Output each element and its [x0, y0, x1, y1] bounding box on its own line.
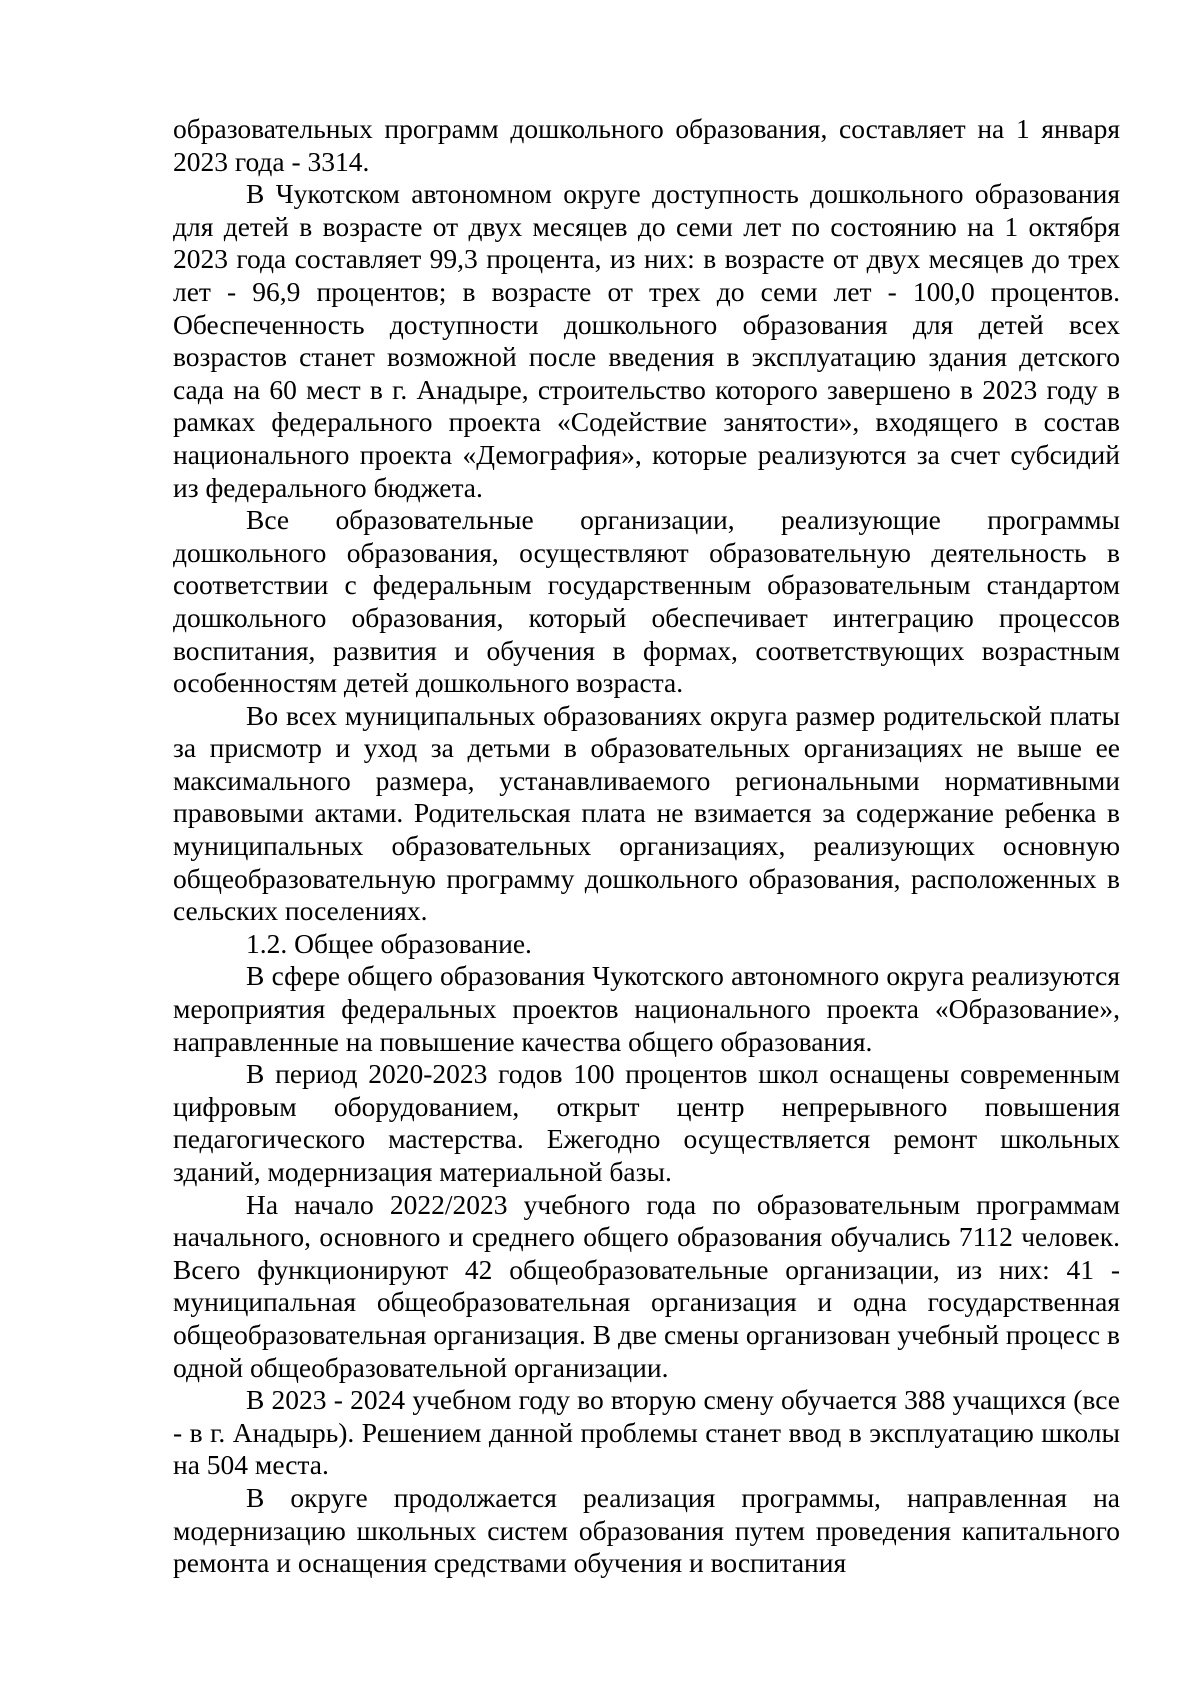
paragraph-parental-fee: Во всех муниципальных образованиях округа размер родительской платы за присмотр и уход за детьми в образовательных организациях не выше ее максимального размера, устанавливаемого региональными нормативными правовыми актами. Родительская плата не взимается за содержание ребенка в муниципальных образовательных организациях, реализующих основную общеобразовательную программу дошкольного образования, расположенных в сельских поселениях. [173, 699, 1120, 927]
paragraph-modernization: В округе продолжается реализация программы, направленная на модернизацию школьных систем образования путем проведения капитального ремонта и оснащения средствами обучения и воспитания [173, 1481, 1120, 1579]
paragraph-student-count: На начало 2022/2023 учебного года по образовательным программам начального, основного и среднего общего образования обучались 7112 человек. Всего функционируют 42 общеобразовательные организации, из них: 41 - муниципальная общеобразовательная организация и одна государственная общеобразовательная организация. В две смены организован учебный процесс в одной общеобразовательной организации. [173, 1188, 1120, 1383]
paragraph-national-project: В сфере общего образования Чукотского автономного округа реализуются мероприятия федеральных проектов национального проекта «Образование», направленные на повышение качества общего образования. [173, 960, 1120, 1057]
paragraph-preschool-availability: В Чукотском автономном округе доступность дошкольного образования для детей в возрасте от двух месяцев до семи лет по состоянию на 1 октября 2023 года составляет 99,3 процента, из них: в возрасте от двух месяцев до трех лет - 96,9 процентов; в возрасте от трех до семи лет - 100,0 процентов. Обеспеченность доступности дошкольного образования для детей всех возрастов станет возможной после введения в эксплуатацию здания детского сада на 60 мест в г. Анадыре, строительство которого завершено в 2023 году в рамках федерального проекта «Содействие занятости», входящего в состав национального проекта «Демография», которые реализуются за счет субсидий из федерального бюджета. [173, 178, 1120, 503]
paragraph-second-shift: В 2023 - 2024 учебном году во вторую смену обучается 388 учащихся (все - в г. Анадырь). Решением данной проблемы станет ввод в эксплуатацию школы на 504 места. [173, 1384, 1120, 1481]
paragraph-educational-standard: Все образовательные организации, реализующие программы дошкольного образования, осуществляют образовательную деятельность в соответствии с федеральным государственным образовательным стандартом дошкольного образования, который обеспечивает интеграцию процессов воспитания, развития и обучения в формах, соответствующих возрастным особенностям детей дошкольного возраста. [173, 504, 1120, 699]
document-page [173, 113, 1120, 1580]
section-heading-general-education: 1.2. Общее образование. [246, 927, 532, 959]
paragraph-digital-equipment: В период 2020-2023 годов 100 процентов школ оснащены современным цифровым оборудованием, открыт центр непрерывного повышения педагогического мастерства. Ежегодно осуществляется ремонт школьных зданий, модернизация материальной базы. [173, 1058, 1120, 1187]
paragraph-continuation: образовательных программ дошкольного образования, составляет на 1 января 2023 года - 3314. [173, 113, 1120, 177]
